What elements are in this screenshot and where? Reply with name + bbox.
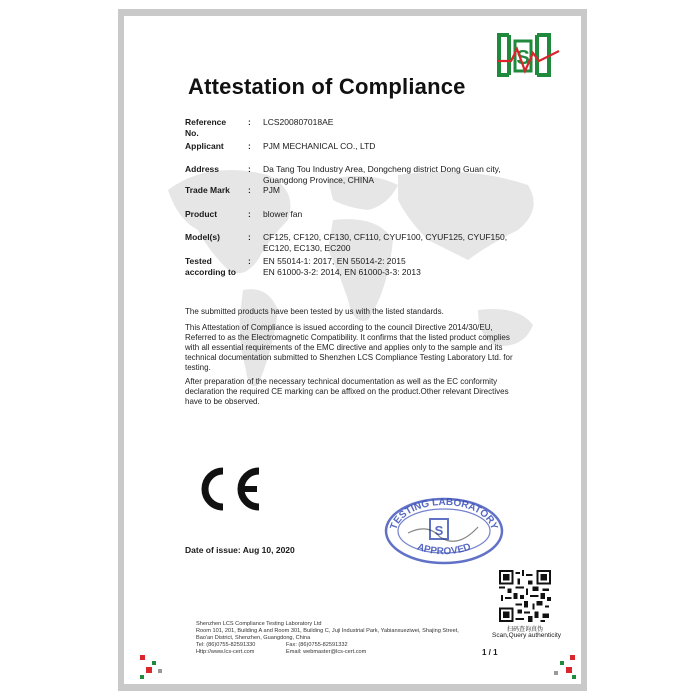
ce-mark-icon: [195, 465, 265, 513]
qr-caption-chinese: 扫码查询真伪: [507, 627, 544, 633]
field-value: EN 55014-1: 2017, EN 55014-2: 2015 EN 61000-3-2: 2014, EN 61000-3-3: 2013: [263, 256, 421, 277]
svg-text:TESTING LABORATORY: TESTING LABORATORY: [388, 496, 500, 532]
field-colon: :: [248, 256, 251, 266]
qr-code-icon[interactable]: [499, 570, 551, 622]
field-value: Da Tang Tou Industry Area, Dongcheng district Dong Guan city, Guangdong Province, CHINA: [263, 164, 501, 185]
footer-tel: Tel: (86)0755-82591330: [196, 642, 256, 648]
decorative-squares-right-icon: [540, 653, 580, 683]
document-title: Attestation of Compliance: [188, 74, 466, 99]
footer-address-line-1: Room 101, 201, Building A and Room 301, Building C, Juji Industrial Park, Yabianxueziwei, Shajing Street,: [196, 628, 459, 634]
svg-text:APPROVED: APPROVED: [415, 541, 473, 558]
footer-company-name: Shenzhen LCS Compliance Testing Laboratory Ltd: [196, 621, 322, 627]
field-value: CF125, CF120, CF130, CF110, CYUF100, CYUF125, CYUF150, EC120, EC130, EC200: [263, 232, 508, 253]
footer-fax: Fax: (86)0755-82591332: [286, 642, 348, 648]
field-colon: :: [248, 141, 251, 151]
lcs-logo-icon: [497, 31, 561, 81]
page-number: 1 / 1: [482, 648, 498, 657]
field-label: Tested according to: [185, 256, 237, 277]
field-label: Reference No.: [185, 117, 227, 138]
field-colon: :: [248, 117, 251, 127]
footer-email[interactable]: Email: webmaster@lcs-cert.com: [286, 649, 367, 655]
field-colon: :: [248, 209, 251, 219]
statement-paragraph: The submitted products have been tested by us with the listed standards.: [185, 307, 444, 316]
field-label: Applicant: [185, 141, 224, 151]
footer-website[interactable]: Http://www.lcs-cert.com: [196, 649, 255, 655]
field-label: Model(s): [185, 232, 220, 242]
testing-laboratory-seal-icon: [378, 493, 510, 565]
field-colon: :: [248, 232, 251, 242]
field-value: PJM MECHANICAL CO., LTD: [263, 141, 376, 151]
ce-marking-paragraph: After preparation of the necessary technical documentation as well as the EC conformity declaration the required CE marking can be affixed on the product.Other relevant Directives have to be observed.: [185, 377, 509, 406]
field-label: Trade Mark: [185, 185, 230, 195]
field-colon: :: [248, 185, 251, 195]
qr-caption-english: Scan,Query authenticity: [492, 632, 562, 639]
date-of-issue: Date of issue: Aug 10, 2020: [185, 545, 295, 555]
footer-address-line-2: Bao'an District, Shenzhen, Guangdong, China: [196, 635, 311, 641]
field-colon: :: [248, 164, 251, 174]
svg-text:S: S: [516, 47, 530, 69]
svg-text:S: S: [434, 523, 444, 538]
field-value: LCS200807018AE: [263, 117, 334, 127]
field-value: blower fan: [263, 209, 303, 219]
decorative-squares-left-icon: [138, 653, 178, 683]
directive-paragraph: This Attestation of Compliance is issued according to the council Directive 2014/30/EU, Referred to as the Electromagnetic Compatibility. It confirms that the listed product complies with all essential requirements of the EMC directive and applies only to the sample and its technical documentation submitted to Shenzhen LCS Compliance Testing Laboratory Ltd. for testing.: [185, 323, 513, 372]
field-value: PJM: [263, 185, 280, 195]
field-label: Address: [185, 164, 220, 174]
field-label: Product: [185, 209, 218, 219]
